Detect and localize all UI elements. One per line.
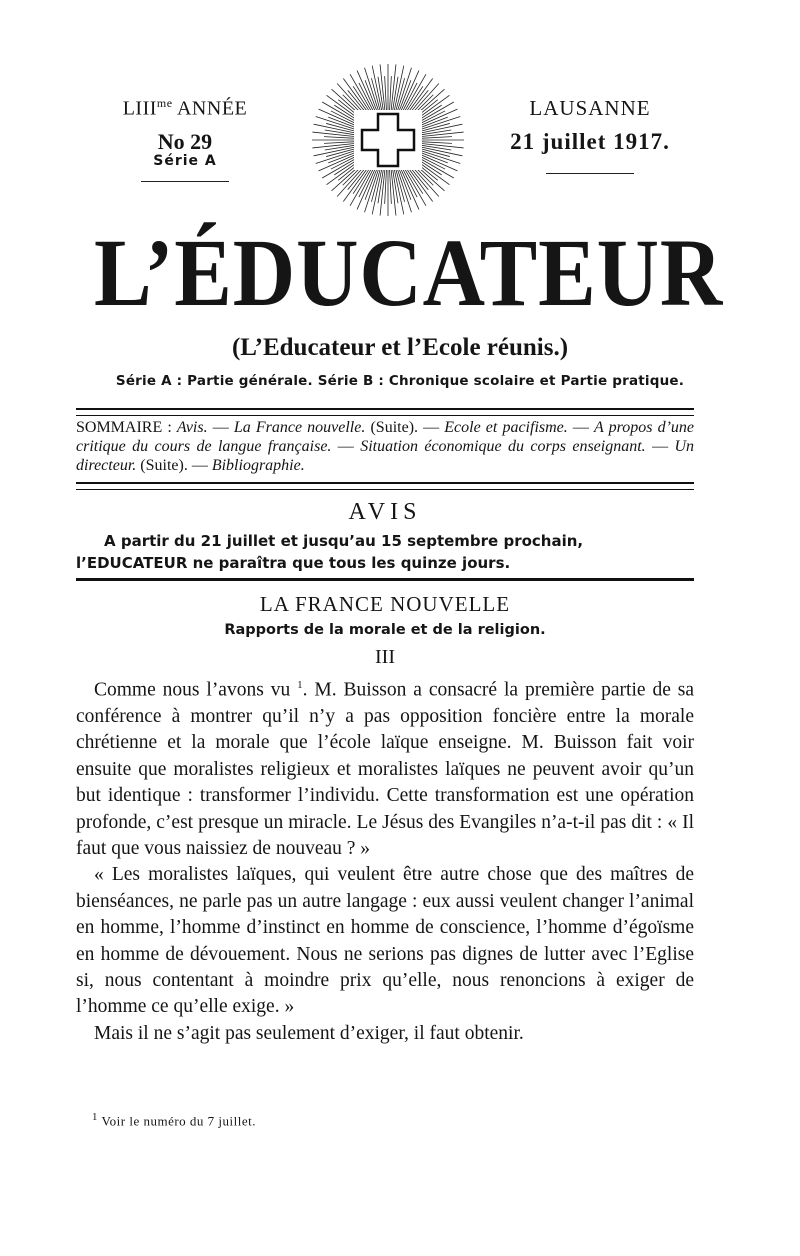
sommaire-item: Ecole et pacifisme. <box>444 419 568 436</box>
paragraph: Comme nous l’avons vu $^1$. M. Buisson a consacré la première partie de sa conférence à montrer qu’il n’y a pas opposition foncière entre la morale chrétienne et la morale que l’école laïque enseigne. M. Buisson fait voir ensuite que moralistes religieux et moralistes laïques ne peuvent avoir qu’un but identique : transformer l’individu. Cette transformation est une opération profonde, c’est presque un miracle. Le Jésus des Evangiles n’a-t-il pas dit : « Il faut que vous naissiez de nouveau ? » <box>76 679 695 859</box>
sunburst-ray <box>385 170 387 204</box>
avis-line: l’EDUCATEUR ne paraîtra que tous les quinze jours. <box>76 554 511 572</box>
issue-date: 21 juillet 1917. <box>510 129 670 154</box>
serie-label: Série A <box>153 152 217 169</box>
sunburst-ray <box>417 117 461 131</box>
swiss-cross-sunburst-icon <box>308 62 468 222</box>
sommaire-item: — <box>645 438 675 455</box>
paragraph: « Les moralistes laïques, qui veulent être autre chose que des maîtres de bienséances, ne parle pas un autre langage : eux aussi veulent changer l’animal en homme, l’homme d’instinct en homme de conscience, l’homme d’égoïsme en homme de dévouement. Nous ne serions pas dignes de lutter avec l’Eglise si, nous contentant à moindre prix qu’elle, nous renoncions à exiger de l’homme ce qu’elle exige. » <box>76 864 694 1018</box>
sunburst-ray <box>372 66 382 111</box>
sommaire-item: — <box>567 419 595 436</box>
volume-year: $LIII^{me}$ ANNÉE <box>122 96 248 120</box>
sommaire-item: — <box>331 438 361 455</box>
avis-text <box>76 530 694 574</box>
header-left <box>100 96 270 182</box>
sommaire-item: La France nouvelle. <box>233 419 366 436</box>
series-line: Série A : Partie générale. Série B : Chronique scolaire et Partie pratique. <box>115 373 685 389</box>
sunburst-ray <box>316 117 360 131</box>
avis-line: A partir du 21 juillet et jusqu’au 15 septembre prochain, <box>104 532 584 550</box>
sunburst-ray <box>397 169 411 213</box>
sunburst-ray <box>390 76 392 110</box>
sunburst-ray <box>372 169 382 214</box>
avis-title: AVIS <box>348 499 422 525</box>
sommaire-item: (Suite). — <box>365 419 445 436</box>
sunburst-ray <box>390 170 392 204</box>
sommaire-item: A propos d’une critique du cours de langue française. <box>76 419 695 455</box>
sommaire-item: Un directeur. <box>76 438 695 474</box>
issue-number: No 29 <box>157 128 213 154</box>
article-body <box>76 672 694 1047</box>
article-part: III <box>375 646 395 668</box>
sommaire-item: (Suite). — <box>136 457 212 474</box>
sunburst-ray <box>316 149 360 163</box>
sunburst-ray <box>397 68 411 112</box>
sunburst-ray <box>394 66 404 111</box>
article-title: LA FRANCE NOUVELLE <box>259 592 511 616</box>
sunburst-ray <box>417 146 462 156</box>
article-subtitle: Rapports de la morale et de la religion. <box>224 622 546 638</box>
sunburst-ray <box>365 169 379 213</box>
thick-rule <box>76 578 694 581</box>
sunburst-ray <box>324 142 358 144</box>
footnote: $^1$ Voir le numéro du 7 juillet. <box>92 1111 257 1129</box>
paragraph: Mais il ne s’agit pas seulement d’exiger, il faut obtenir. <box>94 1022 524 1044</box>
footnote-ref: 1 <box>297 679 303 691</box>
sunburst-ray <box>314 124 359 134</box>
sunburst-ray <box>418 142 452 144</box>
sunburst-ray <box>417 149 461 163</box>
sunburst-ray <box>314 146 359 156</box>
sommaire-item: Avis. <box>176 419 208 436</box>
sommaire-item: Bibliographie. <box>211 457 305 474</box>
sunburst-ray <box>418 137 452 139</box>
divider <box>546 173 634 174</box>
masthead-title: L’ÉDUCATEUR <box>94 219 724 326</box>
sunburst-ray <box>324 137 358 139</box>
sunburst-ray <box>385 76 387 110</box>
sommaire-label: SOMMAIRE : <box>76 419 172 436</box>
sommaire <box>76 418 694 475</box>
sunburst-ray <box>365 68 379 112</box>
double-rule <box>76 482 694 490</box>
sunburst-ray <box>394 169 404 214</box>
city: LAUSANNE <box>529 96 651 120</box>
divider <box>141 181 229 182</box>
sommaire-item: — <box>207 419 234 436</box>
double-rule <box>76 408 694 416</box>
masthead-subtitle: (L’Educateur et l’Ecole réunis.) <box>231 334 569 361</box>
header-right <box>490 96 690 174</box>
sunburst-ray <box>417 124 462 134</box>
sommaire-item: Situation économique du corps enseignant. <box>360 438 646 455</box>
